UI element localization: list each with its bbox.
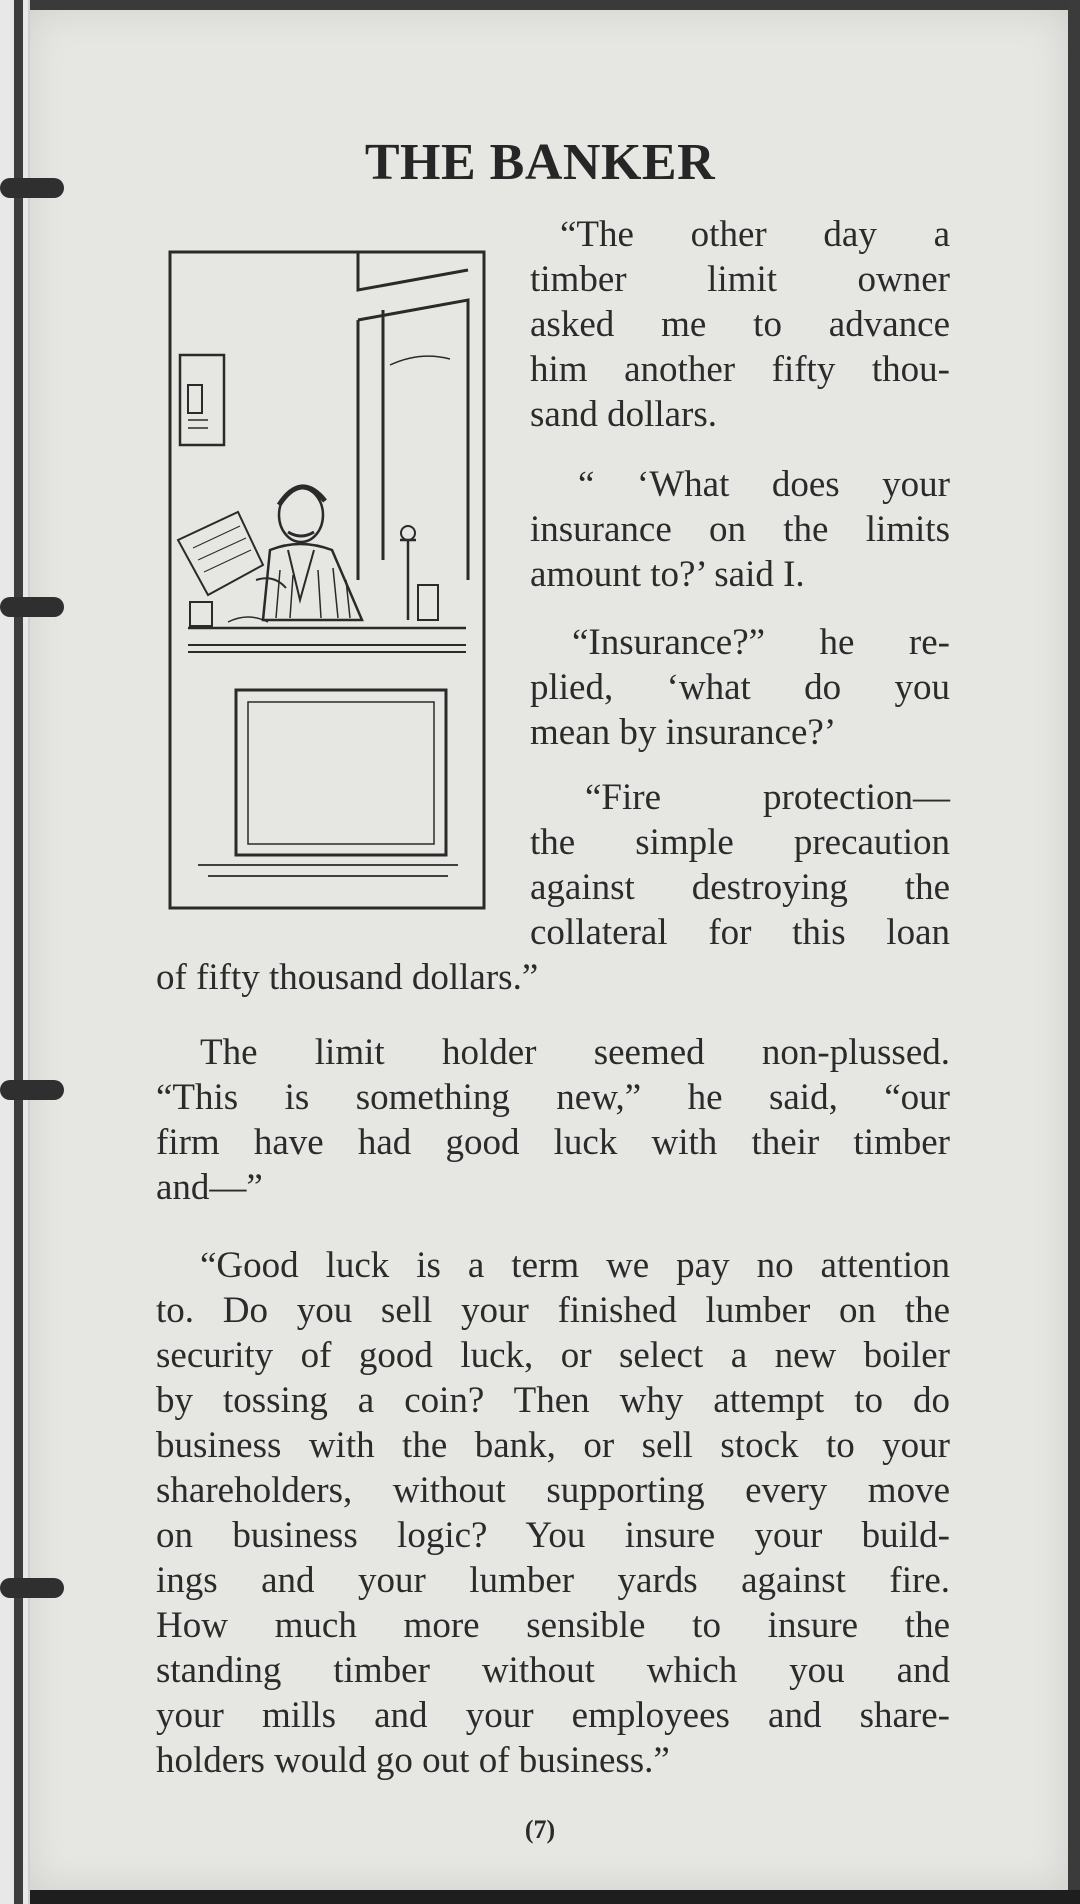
paragraph-line: business with the bank, or sell stock to your <box>156 1425 950 1466</box>
scan-edge-bottom <box>0 1890 1080 1904</box>
paragraph-line: firm have had good luck with their timber <box>156 1122 950 1163</box>
banker-at-desk-illustration <box>168 250 486 910</box>
scan-edge-top <box>0 0 1080 10</box>
paragraph-line: shareholders, without supporting every move <box>156 1470 950 1511</box>
paragraph-line: mean by insurance?’ <box>530 712 837 753</box>
paragraph-line: standing timber without which you and <box>156 1650 950 1691</box>
paragraph-line: on business logic? You insure your build- <box>156 1515 950 1556</box>
paragraph-line: and—” <box>156 1167 263 1208</box>
paragraph-line: The limit holder seemed non-plussed. <box>200 1032 950 1073</box>
paragraph-line: by tossing a coin? Then why attempt to do <box>156 1380 950 1421</box>
paragraph-line: your mills and your employees and share- <box>156 1695 950 1736</box>
paragraph-line: asked me to advance <box>530 304 950 345</box>
paragraph-line: “ ‘What does your <box>578 464 950 505</box>
paragraph-line: security of good luck, or select a new boiler <box>156 1335 950 1376</box>
paragraph-line: “This is something new,” he said, “our <box>156 1077 950 1118</box>
paragraph-line: of fifty thousand dollars.” <box>156 957 539 998</box>
binding-ring <box>0 1080 64 1100</box>
paragraph-line: collateral for this loan <box>530 912 950 953</box>
paragraph-line: insurance on the limits <box>530 509 950 550</box>
paragraph-line: plied, ‘what do you <box>530 667 950 708</box>
page-title: THE BANKER <box>364 133 716 191</box>
page-number: (7) <box>524 1815 556 1844</box>
paragraph-line: to. Do you sell your finished lumber on the <box>156 1290 950 1331</box>
binding-ring <box>0 597 64 617</box>
paragraph-line: holders would go out of business.” <box>156 1740 670 1781</box>
scan-edge-right <box>1068 0 1080 1904</box>
paragraph-line: sand dollars. <box>530 394 718 435</box>
paragraph-line: “Fire protection— <box>585 777 950 818</box>
paragraph-line: “Good luck is a term we pay no attention <box>200 1245 950 1286</box>
paragraph-line: him another fifty thou- <box>530 349 950 390</box>
paragraph-line: “Insurance?” he re- <box>572 622 950 663</box>
paragraph-line: amount to?’ said I. <box>530 554 805 595</box>
paragraph-line: timber limit owner <box>530 259 950 300</box>
paragraph-line: How much more sensible to insure the <box>156 1605 950 1646</box>
paragraph-line: the simple precaution <box>530 822 950 863</box>
binding-spine <box>14 0 23 1904</box>
paragraph-line: “The other day a <box>560 214 950 255</box>
page-binding <box>0 0 30 1904</box>
paragraph-line: against destroying the <box>530 867 950 908</box>
paragraph-line: ings and your lumber yards against fire. <box>156 1560 950 1601</box>
binding-ring <box>0 1578 64 1598</box>
